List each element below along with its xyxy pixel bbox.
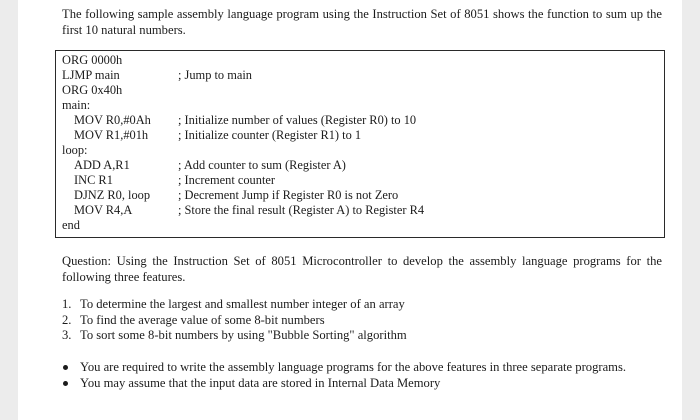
code-comment: ; Decrement Jump if Register R0 is not Zero <box>178 188 399 202</box>
code-comment: ; Add counter to sum (Register A) <box>178 158 346 172</box>
list-number: 2. <box>62 312 72 327</box>
code-instruction: MOV R4,A <box>74 203 133 217</box>
list-item-text: You may assume that the input data are stored in Internal Data Memory <box>80 375 441 390</box>
code-instruction: INC R1 <box>74 173 113 187</box>
code-instruction: end <box>62 218 80 232</box>
list-item <box>62 297 662 313</box>
feature-list <box>62 297 662 344</box>
code-instruction: MOV R1,#01h <box>74 128 149 142</box>
list-number: 1. <box>62 297 72 311</box>
code-instruction: LJMP main <box>62 68 120 82</box>
code-instruction: ORG 0000h <box>62 53 123 67</box>
code-comment: ; Store the final result (Register A) to Register R4 <box>178 203 425 217</box>
question-paragraph: Question: Using the Instruction Set of 8051 Microcontroller to develop the assembly language programs for the following three features. <box>62 254 662 284</box>
code-comment: ; Initialize number of values (Register R0) to 10 <box>178 113 417 127</box>
list-item-text: To determine the largest and smallest number integer of an array <box>80 297 405 311</box>
list-item-text: To find the average value of some 8-bit numbers <box>80 312 325 327</box>
list-item <box>62 376 662 392</box>
code-instruction: MOV R0,#0Ah <box>74 113 151 127</box>
code-listing <box>55 50 665 238</box>
notes-list <box>62 360 662 391</box>
code-comment: ; Jump to main <box>178 68 252 82</box>
code-label: main: <box>62 98 91 112</box>
code-instruction: ADD A,R1 <box>74 158 130 172</box>
list-item <box>62 328 662 344</box>
list-item-text: You are required to write the assembly language programs for the above features in three separate programs. <box>80 360 627 374</box>
bullet-icon <box>63 365 68 370</box>
code-comment: ; Initialize counter (Register R1) to 1 <box>178 128 362 142</box>
code-instruction: ORG 0x40h <box>62 83 123 97</box>
list-item <box>62 360 662 376</box>
code-label: loop: <box>62 143 88 157</box>
bullet-icon <box>63 381 68 386</box>
list-number: 3. <box>62 328 72 342</box>
code-comment: ; Increment counter <box>178 173 276 187</box>
list-item <box>62 313 662 329</box>
intro-paragraph: The following sample assembly language program using the Instruction Set of 8051 shows the function to sum up the first 10 natural numbers. <box>62 7 662 37</box>
code-instruction: DJNZ R0, loop <box>74 188 151 202</box>
document-page <box>18 0 682 420</box>
list-item-text: To sort some 8-bit numbers by using "Bubble Sorting" algorithm <box>80 328 407 342</box>
